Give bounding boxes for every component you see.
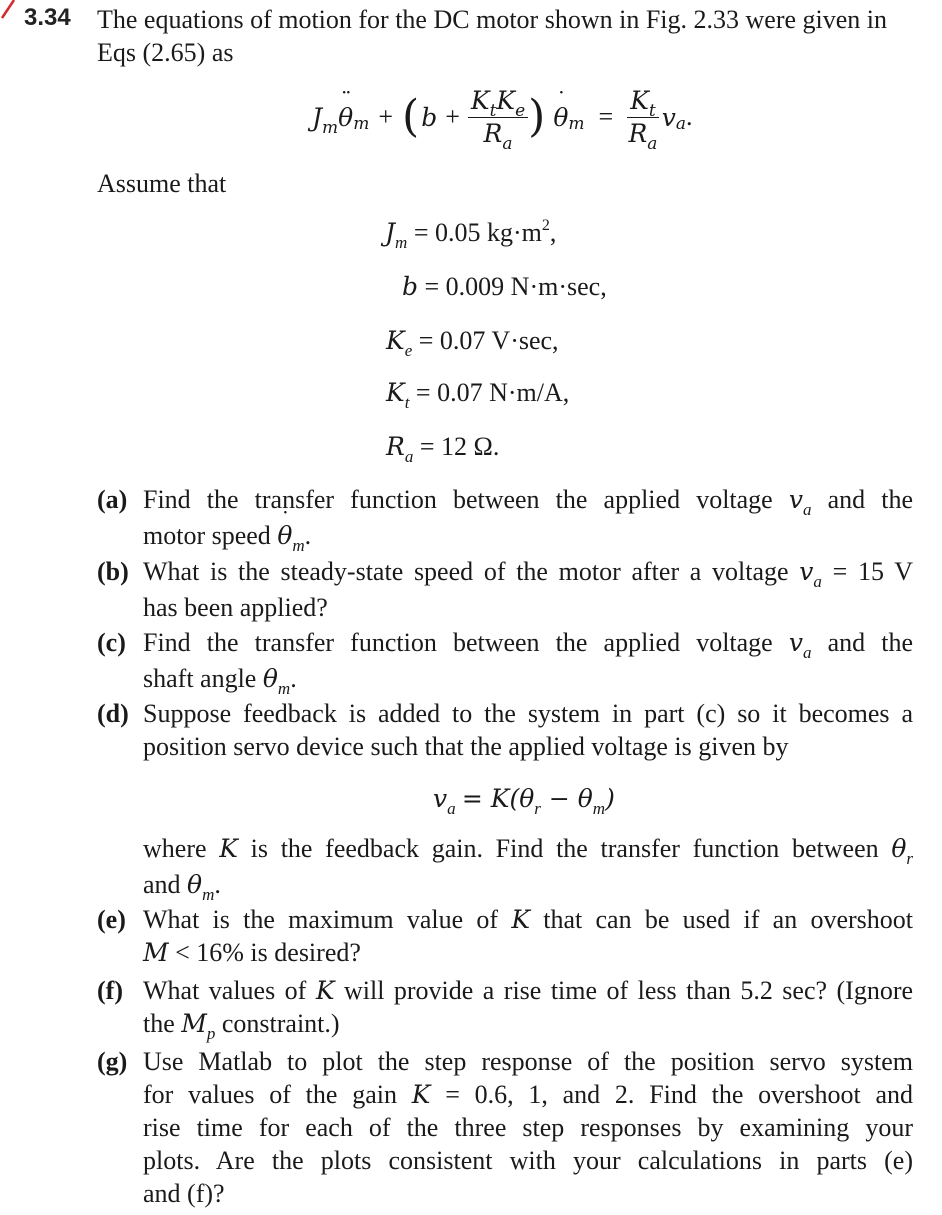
eq-J: $J_m$ xyxy=(312,102,339,138)
eq-rparen: ) xyxy=(528,91,546,142)
part-f-label: (f) xyxy=(97,976,123,1005)
part-d-cont: where K is the feedback gain. Find the transfer function between $\theta_r$ and $\theta_m$. xyxy=(143,834,914,904)
eq-plus-1: + xyxy=(378,102,394,131)
param-b: b = 0.009 N·m·sec, xyxy=(402,272,607,301)
assume-label: Assume that xyxy=(97,169,227,198)
part-e: (e) What is the maximum value of K that can be used if an overshoot M < 16% is desired? xyxy=(97,905,914,967)
eq-theta-sub: m xyxy=(353,114,370,134)
part-d: (d) Suppose feedback is added to the system in part (c) so it becomes a position servo device such that the applied voltage is given by xyxy=(97,699,913,761)
part-a: (a) Find the transfer function between the applied voltage $v_a$ and the motor speed θ $˙_m$. xyxy=(97,483,913,553)
eq-equals: = xyxy=(598,102,614,131)
eq-v-sub: a xyxy=(675,114,686,134)
problem-intro: The equations of motion for the DC motor shown in Fig. 2.33 were given in Eqs (2.65) as xyxy=(97,5,888,67)
param-Ke: $K_e = 0.07$ V·sec, xyxy=(386,326,559,360)
eq-b: b xyxy=(421,102,438,132)
eq-lparen: ( xyxy=(402,91,420,142)
part-g-label: (g) xyxy=(97,1047,128,1076)
red-margin-mark xyxy=(0,0,20,20)
eq-frac-KtKe-Ra: $\frac{K_tK_e}{R_a}$ xyxy=(468,86,528,148)
eq-period: . xyxy=(685,102,693,131)
eq-theta-dot: θ ˙ xyxy=(553,103,568,132)
eq-plus-2: + xyxy=(445,102,460,131)
part-b-label: (b) xyxy=(97,557,129,586)
part-e-label: (e) xyxy=(97,905,126,934)
eq-frac-Kt-Ra: $\frac{K_t}{R_a}$ xyxy=(628,86,658,154)
eq-theta-dot-sub: m xyxy=(568,114,585,134)
part-f: (f) What values of K will provide a rise time of less than 5.2 sec? (Ignore the $M_p$ constraint.) xyxy=(97,976,914,1043)
part-a-label: (a) xyxy=(97,485,128,514)
eq-v: v xyxy=(661,102,676,132)
part-g: (g) Use Matlab to plot the step response of the position servo system for values of the gain K = 0.6, 1, and 2. Find the overshoot and rise time for each of the three step responses by examining your plots. Are the plots consistent with your calculations in parts (e) and (f)? xyxy=(97,1047,913,1208)
part-c: (c) Find the transfer function between the applied voltage $v_a$ and the shaft angle $\theta_m$. xyxy=(97,628,914,698)
param-Jm: $J_m = 0.05$ $kg\cdot m^2$, xyxy=(385,217,557,252)
param-Kt: $K_t = 0.07$ N·m/A, xyxy=(386,378,570,412)
motion-equation xyxy=(312,82,692,152)
part-d-label: (d) xyxy=(97,699,129,728)
feedback-equation: $v_a = K(\theta_r - \theta_m)$ xyxy=(433,784,615,818)
param-Ra: $R_a = 12$ Ω. xyxy=(386,432,500,466)
part-b: (b) What is the steady-state speed of the motor after a voltage $v_a = 15$ V has been applied? xyxy=(97,557,913,622)
part-c-label: (c) xyxy=(97,628,126,657)
eq-theta-ddot: θ ¨ xyxy=(338,103,353,132)
problem-number: 3.34 xyxy=(24,4,71,31)
